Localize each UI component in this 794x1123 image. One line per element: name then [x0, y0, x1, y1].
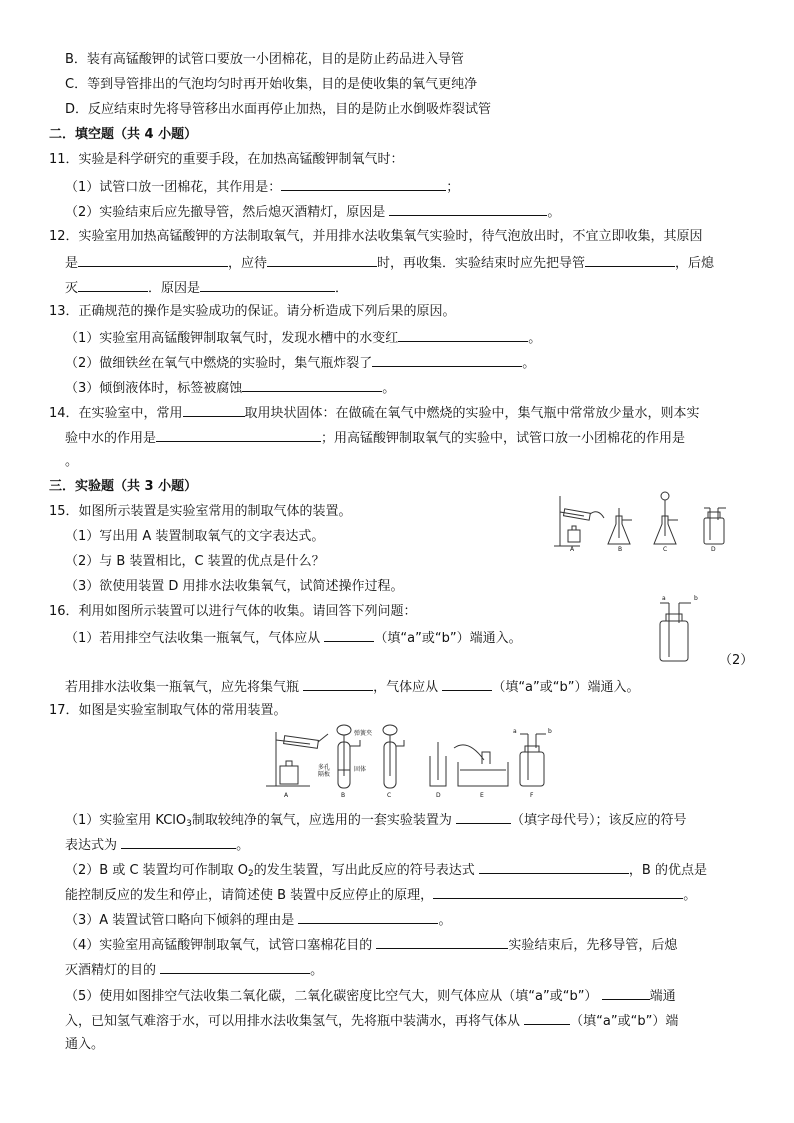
- answer-blank[interactable]: [281, 177, 446, 191]
- answer-blank[interactable]: [376, 935, 508, 949]
- q14-text: ；用高锰酸钾制取氧气的实验中，试管口放一小团棉花的作用是: [321, 431, 686, 446]
- q17-part2-cont: [65, 885, 696, 905]
- q17-text: 能控制反应的发生和停止，请简述使 B 装置中反应停止的原理，: [65, 888, 434, 903]
- answer-blank[interactable]: [78, 278, 148, 292]
- q17-text: （2）B 或 C 装置均可作制取 O: [65, 863, 249, 878]
- q13-part1: [65, 328, 541, 348]
- q17-part4-cont: [65, 960, 323, 980]
- q17-part5-cont: [65, 1011, 678, 1031]
- answer-blank[interactable]: [78, 253, 228, 267]
- fig-label-b: B: [618, 546, 623, 553]
- q17-text: （填“a”或“b”）端: [570, 1014, 679, 1029]
- q15-stem: 15．如图所示装置是实验室常用的制取气体的装置。: [49, 504, 352, 519]
- q16-gas-bottle-figure: [650, 595, 710, 667]
- fig-label-e: E: [480, 792, 484, 799]
- q17-text: 。: [310, 963, 324, 978]
- q17-apparatus-figure: [258, 720, 558, 802]
- spring-clip-label: 弹簧夹: [354, 730, 373, 737]
- answer-blank[interactable]: [242, 378, 382, 392]
- solid-label: 固体: [354, 766, 367, 773]
- option-d: D．反应结束时先将导管移出水面再停止加热，目的是防止水倒吸炸裂试管: [65, 102, 492, 117]
- q11-part1: [65, 177, 459, 197]
- subscript: 3: [186, 819, 192, 829]
- q11-part2: [65, 202, 560, 222]
- answer-blank[interactable]: [183, 403, 245, 417]
- answer-blank[interactable]: [156, 428, 321, 442]
- q13-part1-end: 。: [528, 331, 542, 346]
- q17-text: ，B 的优点是: [628, 863, 707, 878]
- q17-text: 表达式为: [65, 838, 118, 853]
- q17-part1-cont: [65, 835, 249, 855]
- q15-figure-labels: [550, 546, 740, 556]
- q17-part5: [65, 986, 676, 1006]
- answer-blank[interactable]: [442, 677, 492, 691]
- answer-blank[interactable]: [602, 986, 650, 1000]
- q13-part2: [65, 353, 535, 373]
- option-c: C．等到导管排出的气泡均匀时再开始收集，目的是使收集的氧气更纯净: [65, 77, 478, 92]
- answer-blank[interactable]: [524, 1011, 570, 1025]
- q17-text: 入，已知氢气难溶于水，可以用排水法收集氢气，先将瓶中装满水，再将气体从: [65, 1014, 521, 1029]
- answer-blank[interactable]: [121, 835, 236, 849]
- q12-text: ，后熄: [675, 256, 715, 271]
- q14-text: 14．在实验室中，常用: [49, 406, 183, 421]
- q17-text: 实验结束后，先移导管，后熄: [508, 938, 678, 953]
- q12-text: ，应待: [228, 256, 268, 271]
- q16-part1: [65, 628, 522, 648]
- answer-blank[interactable]: [267, 253, 377, 267]
- answer-blank[interactable]: [389, 202, 547, 216]
- q14-line3: 。: [65, 454, 79, 469]
- q11-part2-text: （2）实验结束后应先撤导管，然后熄灭酒精灯，原因是: [65, 205, 386, 220]
- port-b-label: b: [694, 595, 698, 602]
- q12-text: ．: [335, 281, 349, 296]
- q11-part1-end: ；: [446, 180, 460, 195]
- q17-text: 端通: [649, 989, 676, 1004]
- q11-part1-text: （1）试管口放一团棉花，其作用是：: [65, 180, 282, 195]
- q17-text: （3）A 装置试管口略向下倾斜的理由是: [65, 913, 295, 928]
- q17-text: 制取较纯净的氧气，应选用的一套实验装置为: [191, 813, 452, 828]
- q17-text: 的发生装置，写出此反应的符号表达式: [253, 863, 475, 878]
- q14-text: 验中水的作用是: [65, 431, 157, 446]
- answer-blank[interactable]: [298, 910, 438, 924]
- q17-text: 。: [236, 838, 250, 853]
- q12-line3: [65, 278, 348, 298]
- q16-part2: [65, 677, 639, 697]
- q12-text: 是: [65, 256, 79, 271]
- port-a-label: a: [662, 595, 666, 602]
- answer-blank[interactable]: [200, 278, 335, 292]
- fig-label-a: A: [570, 546, 575, 553]
- fig-label-c: C: [387, 792, 392, 799]
- q17-figure-labels: [258, 792, 558, 802]
- q17-part5-end: 通入。: [65, 1037, 105, 1052]
- fig-label-c: C: [663, 546, 668, 553]
- q14-line1: [49, 403, 700, 423]
- q16-text: 若用排水法收集一瓶氧气，应先将集气瓶: [65, 680, 300, 695]
- q12-line1: 12．实验室用加热高锰酸钾的方法制取氧气，并用排水法收集氧气实验时，待气泡放出时，不宜立即收集，其原因: [49, 229, 703, 244]
- answer-blank[interactable]: [324, 628, 374, 642]
- q14-text: 取用块状固体：在做硫在氧气中燃烧的实验中，集气瓶中常常放少量水，则本实: [244, 406, 700, 421]
- q17-part4: [65, 935, 677, 955]
- q14-line2: [65, 428, 685, 448]
- option-b: B．装有高锰酸钾的试管口要放一小团棉花，目的是防止药品进入导管: [65, 52, 464, 67]
- fig-label-b: B: [341, 792, 346, 799]
- q12-text: 灭: [65, 281, 79, 296]
- q17-text: （5）使用如图排空气法收集二氧化碳，二氧化碳密度比空气大，则气体应从（填“a”或“b”）: [65, 989, 598, 1004]
- q17-part2: [65, 860, 707, 883]
- q13-part3-text: （3）倾倒液体时，标签被腐蚀: [65, 381, 243, 396]
- q16-text: （填“a”或“b”）端通入。: [374, 631, 522, 646]
- q15-apparatus-figure: [550, 486, 740, 558]
- fig-label-a: A: [284, 792, 289, 799]
- q16-text: （1）若用排空气法收集一瓶氧气，气体应从: [65, 631, 321, 646]
- q13-part2-text: （2）做细铁丝在氧气中燃烧的实验时，集气瓶炸裂了: [65, 356, 373, 371]
- q16-text: （填“a”或“b”）端通入。: [492, 680, 640, 695]
- q12-text: ．原因是: [148, 281, 201, 296]
- answer-blank[interactable]: [456, 810, 511, 824]
- subscript: 2: [248, 869, 254, 879]
- q15-part2: （2）与 B 装置相比，C 装置的优点是什么？: [65, 554, 325, 569]
- q17-part3: [65, 910, 451, 930]
- q17-part1: [65, 810, 687, 833]
- q11-part2-end: 。: [547, 205, 561, 220]
- section-heading-experiment: 三．实验题（共 3 小题）: [49, 479, 198, 494]
- fig-label-d: D: [711, 546, 716, 553]
- q16-part2-number: （2）: [719, 653, 754, 668]
- porous-plate-label: 多孔 隔板: [318, 764, 331, 778]
- q17-text: （1）实验室用 KClO: [65, 813, 187, 828]
- answer-blank[interactable]: [160, 960, 310, 974]
- fig-label-d: D: [436, 792, 441, 799]
- port-b-label: b: [548, 728, 552, 735]
- answer-blank[interactable]: [398, 328, 528, 342]
- section-heading-fill-in: 二．填空题（共 4 小题）: [49, 127, 198, 142]
- q16-stem: 16．利用如图所示装置可以进行气体的收集。请回答下列问题：: [49, 604, 417, 619]
- q13-part3-end: 。: [382, 381, 396, 396]
- q15-part1: （1）写出用 A 装置制取氧气的文字表达式。: [65, 529, 325, 544]
- q17-text: 。: [438, 913, 452, 928]
- fig-label-f: F: [530, 792, 534, 799]
- q13-part2-end: 。: [522, 356, 536, 371]
- q12-text: 时，再收集．实验结束时应先把导管: [377, 256, 586, 271]
- q17-text: （填字母代号）；该反应的符号: [511, 813, 687, 828]
- answer-blank[interactable]: [479, 860, 629, 874]
- q17-text: 灭酒精灯的目的: [65, 963, 157, 978]
- q16-text: ，气体应从: [373, 680, 439, 695]
- q13-stem: 13．正确规范的操作是实验成功的保证。请分析造成下列后果的原因。: [49, 304, 456, 319]
- q13-part3: [65, 378, 395, 398]
- answer-blank[interactable]: [303, 677, 373, 691]
- q13-part1-text: （1）实验室用高锰酸钾制取氧气时，发现水槽中的水变红: [65, 331, 399, 346]
- q12-line2: [65, 253, 714, 273]
- q15-part3: （3）欲使用装置 D 用排水法收集氧气，试简述操作过程。: [65, 579, 404, 594]
- answer-blank[interactable]: [433, 885, 683, 899]
- q11-stem: 11．实验是科学研究的重要手段，在加热高锰酸钾制氧气时：: [49, 152, 404, 167]
- answer-blank[interactable]: [372, 353, 522, 367]
- port-a-label: a: [513, 728, 517, 735]
- q17-stem: 17．如图是实验室制取气体的常用装置。: [49, 703, 287, 718]
- answer-blank[interactable]: [585, 253, 675, 267]
- q17-text: 。: [683, 888, 697, 903]
- q17-text: （4）实验室用高锰酸钾制取氧气，试管口塞棉花目的: [65, 938, 373, 953]
